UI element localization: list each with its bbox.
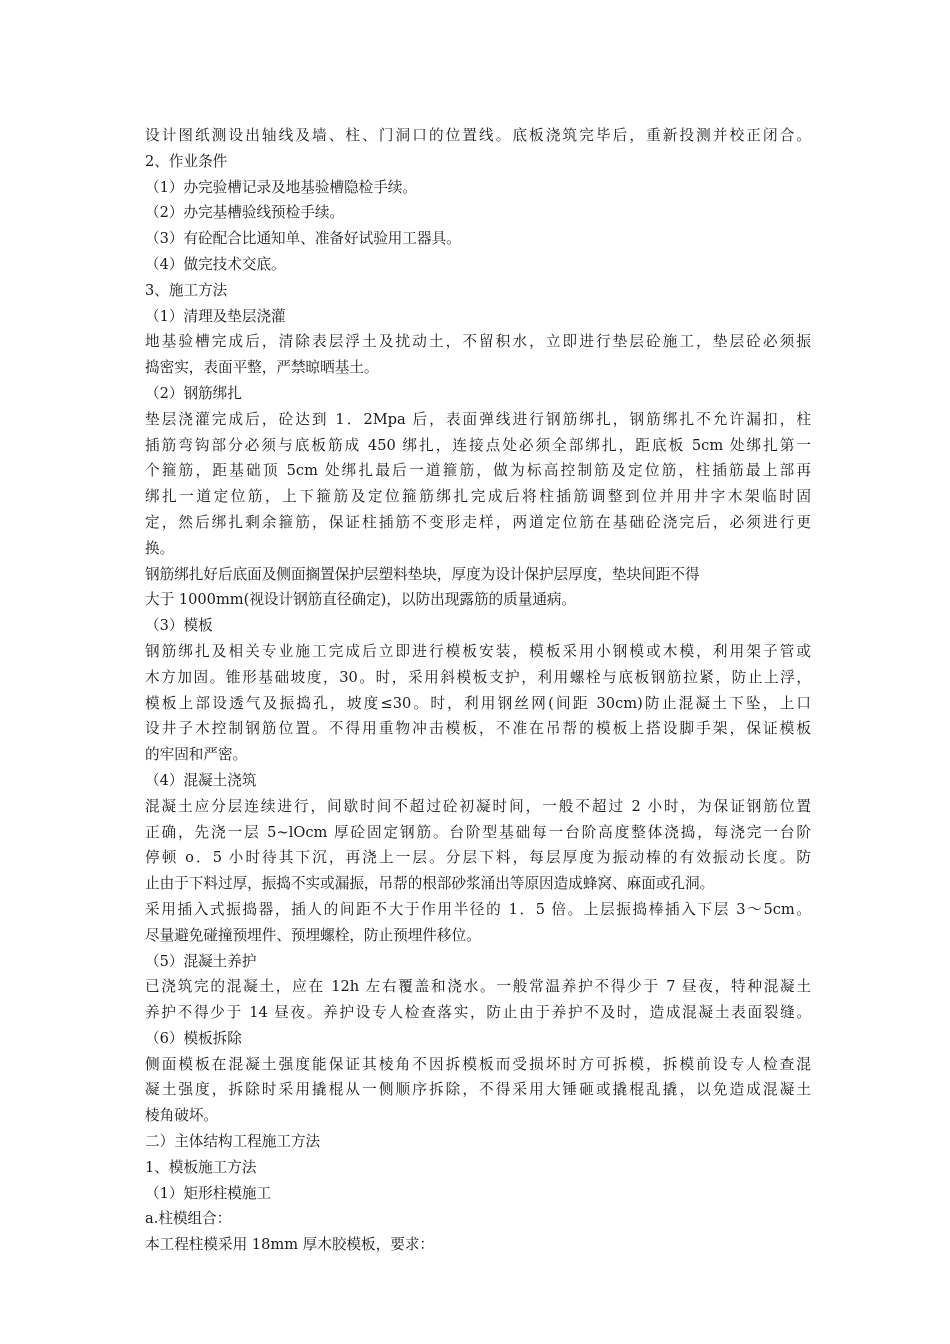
text-line: 垫层浇灌完成后，砼达到 1．2Mpa 后，表面弹线进行钢筋绑扎，钢筋绑扎不允许漏扣，柱 (145, 410, 811, 428)
text-line: 混凝土应分层连续进行，间歇时间不超过砼初凝时间，一般不超过 2 小时，为保证钢筋位置 (145, 797, 811, 815)
text-line: 捣密实，表面平整，严禁晾晒基土。 (145, 359, 379, 377)
text-line: （5）混凝土养护 (145, 952, 257, 970)
text-line: 模板上部设透气及振捣孔，坡度≤30。时，利用钢丝网(间距 30cm)防止混凝土下坠，上口 (145, 694, 811, 712)
text-line: （2）办完基槽验线预检手续。 (145, 204, 345, 222)
text-line: 钢筋绑扎好后底面及侧面搁置保护层塑料垫块，厚度为设计保护层厚度，垫块间距不得 (145, 565, 700, 583)
text-line: 换。 (145, 539, 175, 557)
text-line: 凝土强度，拆除时采用撬棍从一侧顺序拆除，不得采用大锤砸或撬棍乱撬，以免造成混凝土 (145, 1081, 811, 1099)
text-line: 本工程柱模采用 18mm 厚木胶模板，要求： (145, 1236, 435, 1254)
text-line: （3）有砼配合比通知单、准备好试验用工器具。 (145, 230, 461, 248)
text-line: 3、施工方法 (145, 281, 228, 299)
text-line: 停顿 o．5 小时待其下沉，再浇上一层。分层下料，每层厚度为振动棒的有效振动长度。防 (145, 849, 811, 867)
document-body (145, 123, 811, 1258)
text-line: 个箍筋，距基础顶 5cm 处绑扎最后一道箍筋，做为标高控制筋及定位筋，柱插筋最上部再 (145, 462, 811, 480)
text-line: 2、作业条件 (145, 152, 228, 170)
text-line: （1）办完验槽记录及地基验槽隐检手续。 (145, 178, 417, 196)
text-line: 止由于下料过厚，振捣不实或漏振，吊帮的根部砂浆涌出等原因造成蜂窝、麻面或孔洞。 (145, 875, 715, 893)
text-line: 定，然后绑扎剩余箍筋，保证柱插筋不变形走样，两道定位筋在基础砼浇完后，必须进行更 (145, 513, 811, 531)
text-line: （6）模板拆除 (145, 1029, 242, 1047)
text-line: （2）钢筋绑扎 (145, 384, 242, 402)
text-line: 二）主体结构工程施工方法 (145, 1133, 321, 1151)
text-line: 插筋弯钩部分必须与底板筋成 450 绑扎，连接点处必须全部绑扎，距底板 5cm 处绑扎第一 (145, 436, 811, 454)
text-line: 棱角破坏。 (145, 1107, 218, 1125)
text-line: 养护不得少于 14 昼夜。养护设专人检查落实，防止由于养护不及时，造成混凝土表面裂缝。 (145, 1004, 811, 1022)
text-line: 的牢固和严密。 (145, 746, 248, 764)
text-line: （4）做完技术交底。 (145, 255, 286, 273)
text-line: 绑扎一道定位筋，上下箍筋及定位箍筋绑扎完成后将柱插筋调整到位并用井字木架临时固 (145, 488, 811, 506)
text-line: 正确，先浇一层 5~lOcm 厚砼固定钢筋。台阶型基础每一台阶高度整体浇捣，每浇完一台阶 (145, 823, 811, 841)
text-line: 尽量避免碰撞预埋件、预埋螺栓，防止预埋件移位。 (145, 926, 481, 944)
text-line: （1）矩形柱模施工 (145, 1184, 272, 1202)
text-line: 设井子木控制钢筋位置。不得用重物冲击模板，不准在吊帮的模板上搭设脚手架，保证模板 (145, 720, 811, 738)
text-line: 设计图纸测设出轴线及墙、柱、门洞口的位置线。底板浇筑完毕后，重新投测并校正闭合。 (145, 127, 811, 144)
text-line: 采用插入式振捣器，插人的间距不大于作用半径的 1．5 倍。上层振捣棒插入下层 3～5cm。 (145, 900, 811, 918)
text-line: （3）模板 (145, 617, 213, 635)
text-line: a.柱模组合： (145, 1210, 232, 1228)
text-line: 已浇筑完的混凝土，应在 12h 左右覆盖和浇水。一般常温养护不得少于 7 昼夜，特种混凝土 (145, 978, 811, 996)
text-line: 木方加固。锥形基础坡度，30。时，采用斜模板支护，利用螺栓与底板钢筋拉紧，防止上浮， (145, 668, 811, 686)
text-line: 1、模板施工方法 (145, 1158, 257, 1176)
text-line: 地基验槽完成后，清除表层浮土及扰动土，不留积水，立即进行垫层砼施工，垫层砼必须振 (145, 333, 811, 351)
text-line: 侧面模板在混凝土强度能保证其棱角不因拆模板而受损坏时方可拆模，拆模前设专人检查混 (145, 1055, 811, 1073)
text-line: （4）混凝土浇筑 (145, 771, 257, 789)
text-line: 大于 1000mm(视设计钢筋直径确定)，以防出现露筋的质量通病。 (145, 591, 577, 609)
text-line: （1）清理及垫层浇灌 (145, 307, 286, 325)
text-line: 钢筋绑扎及相关专业施工完成后立即进行模板安装，模板采用小钢模或木模，利用架子管或 (145, 642, 811, 660)
